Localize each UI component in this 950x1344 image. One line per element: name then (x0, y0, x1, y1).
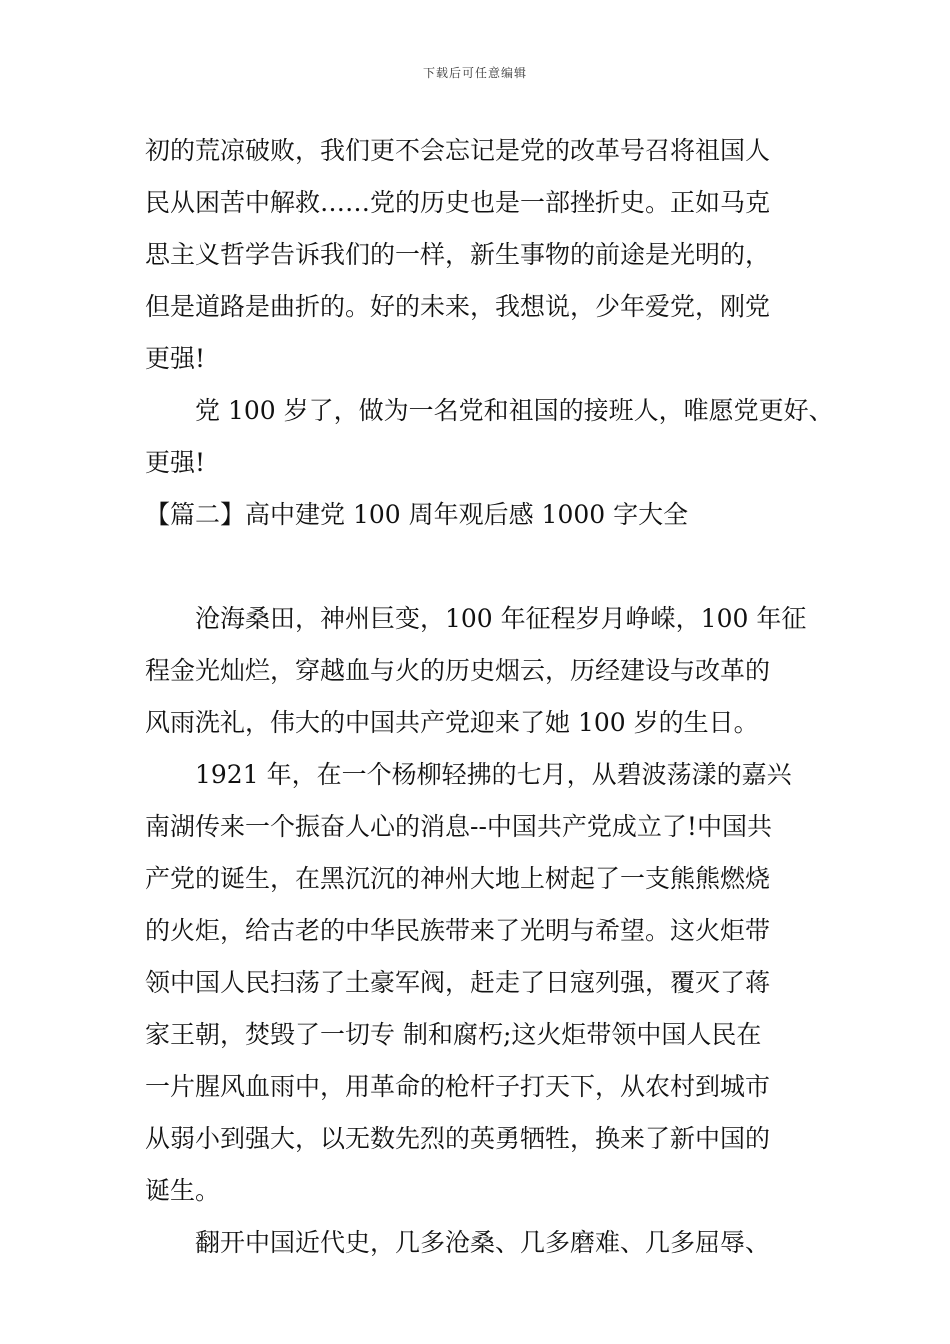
text-line: 诞生。 (145, 1176, 221, 1205)
text-line: 产党的诞生，在黑沉沉的神州大地上树起了一支熊熊燃烧 (145, 864, 771, 893)
text-line: 党 100 岁了，做为一名党和祖国的接班人，唯愿党更好、 (195, 396, 834, 425)
text-line: 但是道路是曲折的。好的未来，我想说，少年爱党，刚党 (145, 292, 771, 321)
paragraph-spacer (145, 541, 815, 593)
text-line: 1921 年，在一个杨柳轻拂的七月，从碧波荡漾的嘉兴 (195, 760, 792, 789)
paragraph (145, 749, 815, 1217)
paragraph (145, 1217, 815, 1269)
text-line: 从弱小到强大，以无数先烈的英勇牺牲，换来了新中国的 (145, 1124, 771, 1153)
text-line: 民从困苦中解救……党的历史也是一部挫折史。正如马克 (145, 188, 771, 217)
text-line: 更强! (145, 344, 206, 373)
paragraph (145, 125, 815, 385)
paragraph (145, 593, 815, 749)
text-line: 风雨洗礼，伟大的中国共产党迎来了她 100 岁的生日。 (145, 708, 759, 737)
text-line: 【篇二】高中建党 100 周年观后感 1000 字大全 (145, 500, 689, 529)
text-line: 初的荒凉破败，我们更不会忘记是党的改革号召将祖国人 (145, 136, 771, 165)
text-line: 领中国人民扫荡了土豪军阀，赶走了日寇列强，覆灭了蒋 (145, 968, 771, 997)
text-line: 的火炬，给古老的中华民族带来了光明与希望。这火炬带 (145, 916, 771, 945)
text-line: 翻开中国近代史，几多沧桑、几多磨难、几多屈辱、 (195, 1228, 771, 1257)
text-line: 沧海桑田，神州巨变，100 年征程岁月峥嵘，100 年征 (195, 604, 807, 633)
page-header: 下载后可任意编辑 (422, 66, 527, 80)
text-line: 一片腥风血雨中，用革命的枪杆子打天下，从农村到城市 (145, 1072, 771, 1101)
text-line: 更强! (145, 448, 206, 477)
text-line: 思主义哲学告诉我们的一样，新生事物的前途是光明的， (145, 240, 771, 269)
document-body (145, 125, 834, 1269)
paragraph (145, 385, 834, 489)
text-line: 家王朝，焚毁了一切专 制和腐朽;这火炬带领中国人民在 (145, 1020, 762, 1049)
section-heading (145, 489, 815, 541)
text-line: 南湖传来一个振奋人心的消息--中国共产党成立了!中国共 (145, 812, 772, 841)
text-line: 程金光灿烂，穿越血与火的历史烟云，历经建设与改革的 (145, 656, 771, 685)
